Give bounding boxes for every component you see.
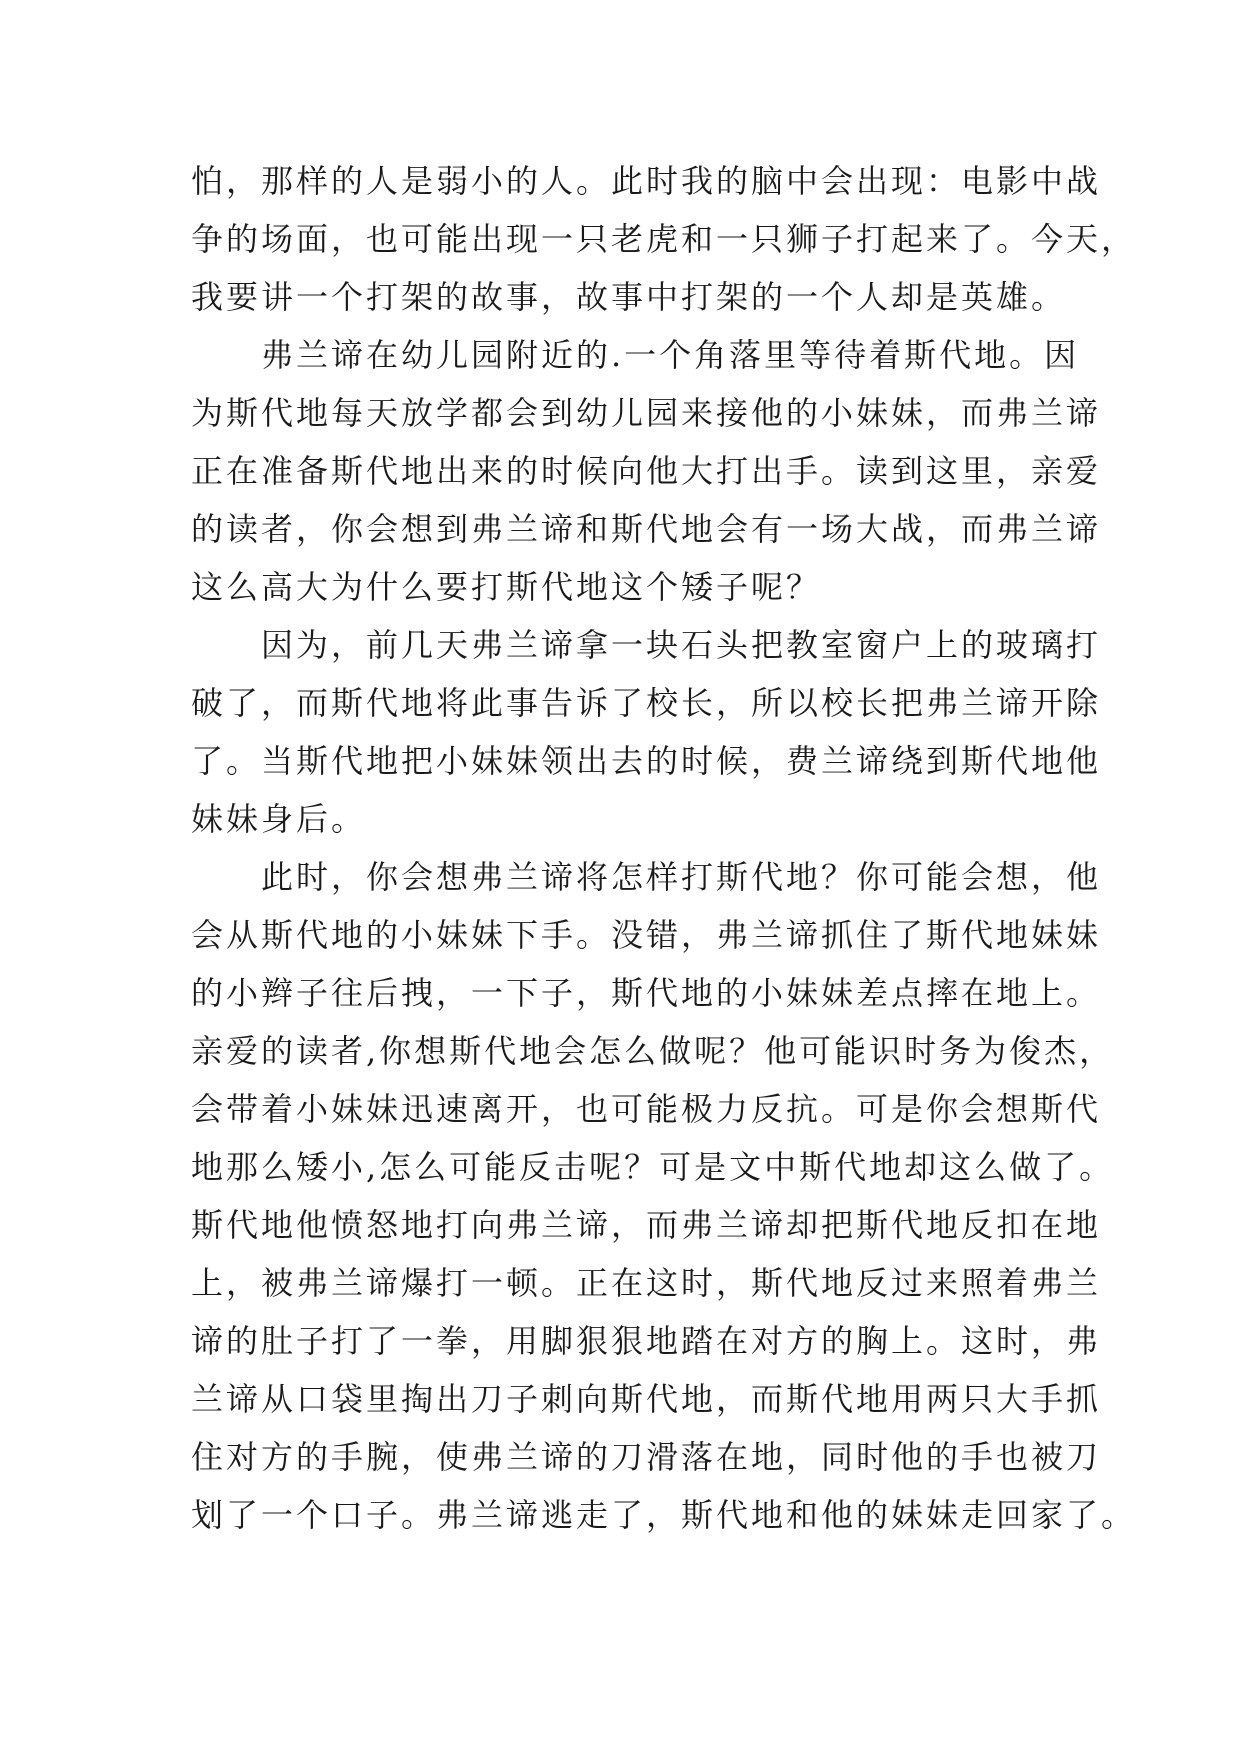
text-line: 的读者，你会想到弗兰谛和斯代地会有一场大战，而弗兰谛: [191, 510, 1102, 548]
text-line: 怕，那样的人是弱小的人。此时我的脑中会出现：电影中战: [191, 162, 1102, 200]
text-line: 会从斯代地的小妹妹下手。没错，弗兰谛抓住了斯代地妹妹: [191, 916, 1102, 954]
text-line: 破了，而斯代地将此事告诉了校长，所以校长把弗兰谛开除: [191, 684, 1102, 722]
text-line: 划了一个口子。弗兰谛逃走了，斯代地和他的妹妹走回家了。: [191, 1496, 1137, 1534]
paragraph: [191, 326, 1102, 616]
text-line: 地那么矮小,怎么可能反击呢？可是文中斯代地却这么做了。: [191, 1148, 1115, 1186]
paragraph: [191, 152, 1137, 326]
text-line: 因为，前几天弗兰谛拿一块石头把教室窗户上的玻璃打: [191, 626, 1102, 664]
text-line: 兰谛从口袋里掏出刀子刺向斯代地，而斯代地用两只大手抓: [191, 1380, 1102, 1418]
text-line: 亲爱的读者,你想斯代地会怎么做呢？他可能识时务为俊杰，: [191, 1032, 1115, 1070]
text-line: 谛的肚子打了一拳，用脚狠狠地踏在对方的胸上。这时，弗: [191, 1322, 1102, 1360]
text-line: 妹妹身后。: [191, 800, 367, 838]
text-line: 此时，你会想弗兰谛将怎样打斯代地？你可能会想，他: [191, 858, 1102, 896]
text-line: 我要讲一个打架的故事，故事中打架的一个人却是英雄。: [191, 278, 1067, 316]
paragraph: [191, 616, 1102, 848]
text-line: 住对方的手腕，使弗兰谛的刀滑落在地，同时他的手也被刀: [191, 1438, 1102, 1476]
text-line: 的小辫子往后拽，一下子，斯代地的小妹妹差点摔在地上。: [191, 974, 1102, 1012]
text-line: 弗兰谛在幼儿园附近的.一个角落里等待着斯代地。因: [191, 336, 1080, 374]
text-line: 上，被弗兰谛爆打一顿。正在这时，斯代地反过来照着弗兰: [191, 1264, 1102, 1302]
text-line: 斯代地他愤怒地打向弗兰谛，而弗兰谛却把斯代地反扣在地: [191, 1206, 1102, 1244]
document-body: [191, 152, 1137, 1544]
text-line: 会带着小妹妹迅速离开，也可能极力反抗。可是你会想斯代: [191, 1090, 1102, 1128]
text-line: 正在准备斯代地出来的时候向他大打出手。读到这里，亲爱: [191, 452, 1102, 490]
text-line: 为斯代地每天放学都会到幼儿园来接他的小妹妹，而弗兰谛: [191, 394, 1102, 432]
text-line: 争的场面，也可能出现一只老虎和一只狮子打起来了。今天，: [191, 220, 1137, 258]
text-line: 这么高大为什么要打斯代地这个矮子呢？: [191, 568, 822, 606]
paragraph: [191, 848, 1137, 1544]
text-line: 了。当斯代地把小妹妹领出去的时候，费兰谛绕到斯代地他: [191, 742, 1102, 780]
